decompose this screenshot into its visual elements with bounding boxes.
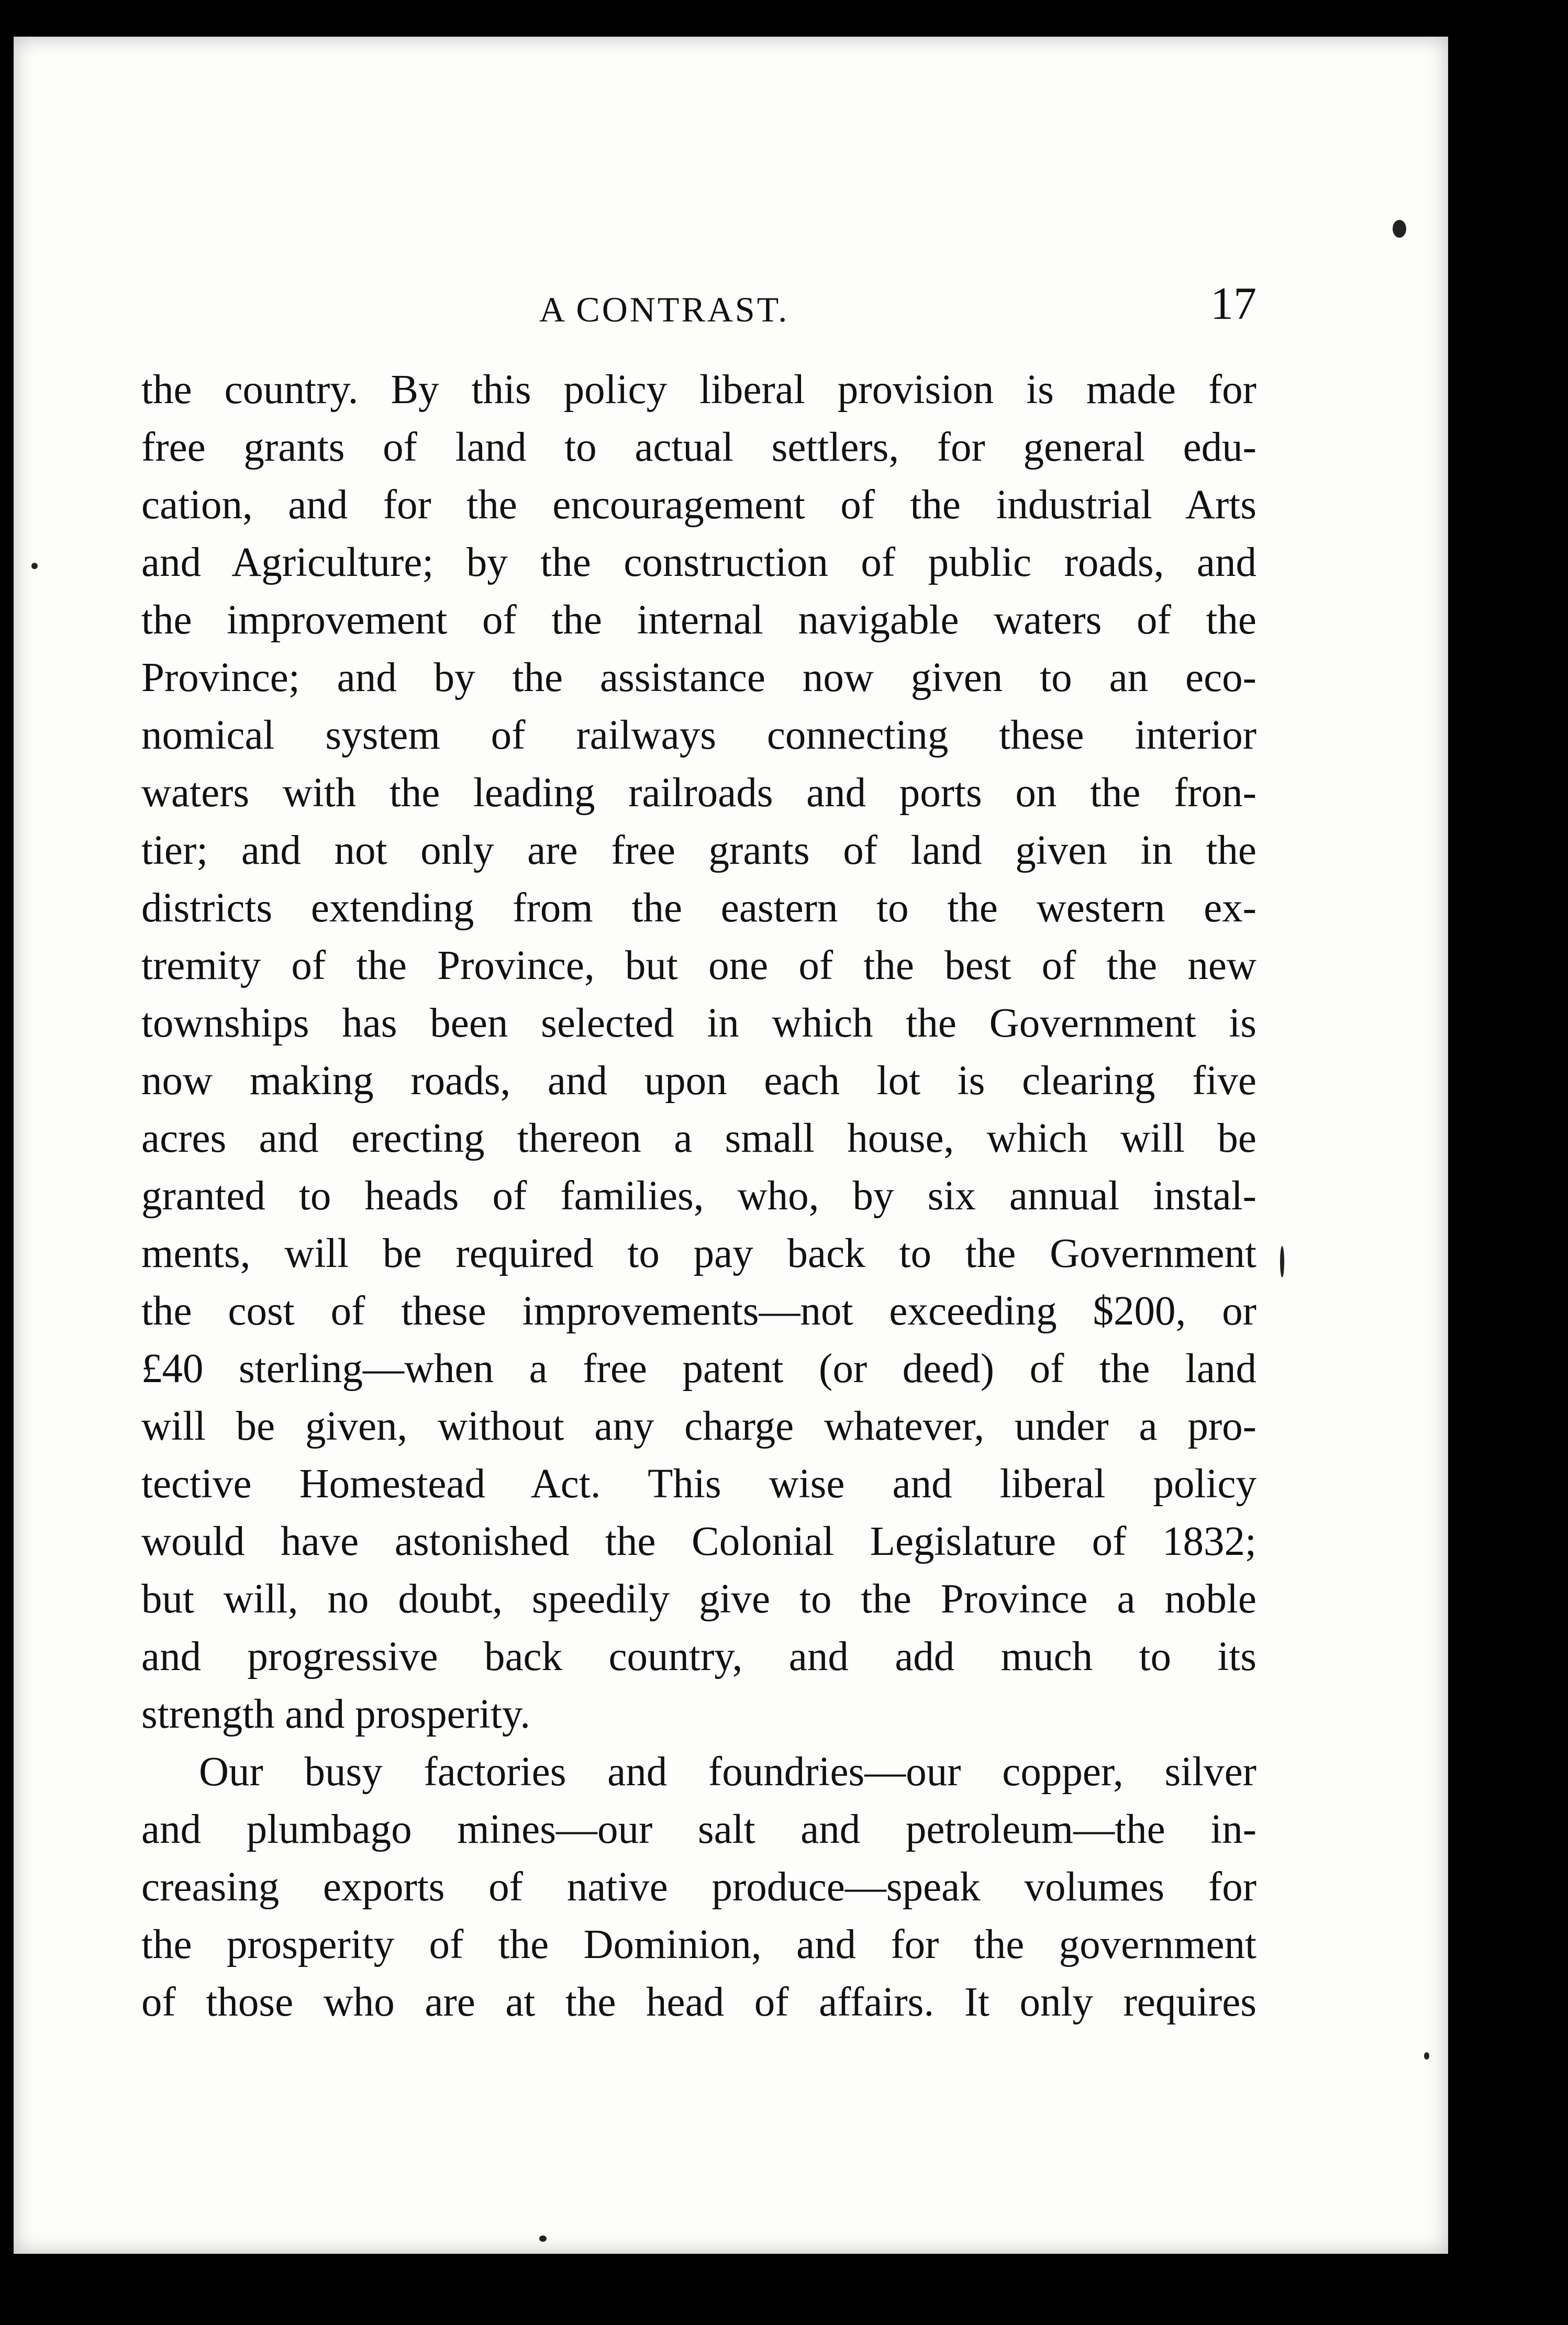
text-line: Province; and by the assistance now given to an eco- (141, 655, 1256, 700)
text-line: and plumbago mines—our salt and petroleum—the in- (141, 1807, 1256, 1852)
text-line: ments, will be required to pay back to the Government (141, 1231, 1256, 1276)
text-line: and Agriculture; by the construction of public roads, and (141, 540, 1256, 585)
text-line: granted to heads of families, who, by six annual instal- (141, 1173, 1256, 1219)
text-line: cation, and for the encouragement of the industrial Arts (141, 482, 1256, 528)
page-header (141, 277, 1256, 330)
text-line: now making roads, and upon each lot is clearing five (141, 1058, 1256, 1104)
text-line: the prosperity of the Dominion, and for the government (141, 1922, 1256, 1967)
text-line: would have astonished the Colonial Legislature of 1832; (141, 1519, 1256, 1564)
text-line: of those who are at the head of affairs. It only requires (141, 1979, 1256, 2025)
running-head: A CONTRAST. (539, 290, 789, 329)
text-line: tective Homestead Act. This wise and liberal policy (141, 1461, 1256, 1507)
text-line: Our busy factories and foundries—our copper, silver (199, 1749, 1256, 1795)
paragraph (141, 1743, 1256, 2031)
scan-speck (1424, 2052, 1429, 2060)
text-line: nomical system of railways connecting these interior (141, 713, 1256, 758)
scan-speck (1280, 1246, 1284, 1277)
text-line: creasing exports of native produce—speak volumes for (141, 1864, 1256, 1910)
body-text (141, 361, 1256, 2031)
text-line: tier; and not only are free grants of land given in the (141, 828, 1256, 873)
scan-speck (539, 2235, 547, 2242)
text-line: waters with the leading railroads and ports on the fron- (141, 770, 1256, 816)
text-line: strength and prosperity. (141, 1692, 531, 1737)
text-line: districts extending from the eastern to the western ex- (141, 885, 1256, 931)
text-line: free grants of land to actual settlers, for general edu- (141, 425, 1256, 470)
text-line: the country. By this policy liberal provision is made for (141, 367, 1256, 413)
text-line: the improvement of the internal navigable waters of the (141, 597, 1256, 643)
text-line: will be given, without any charge whatever, under a pro- (141, 1404, 1256, 1449)
scan-speck (1393, 220, 1406, 238)
text-line: acres and erecting thereon a small house, which will be (141, 1116, 1256, 1161)
text-line: and progressive back country, and add much to its (141, 1634, 1256, 1679)
text-line: but will, no doubt, speedily give to the Province a noble (141, 1576, 1256, 1622)
text-line: tremity of the Province, but one of the best of the new (141, 943, 1256, 988)
scan-border (1448, 37, 1568, 2254)
text-line: £40 sterling—when a free patent (or deed) of the land (141, 1346, 1256, 1392)
text-line: the cost of these improvements—not exceeding $200, or (141, 1288, 1256, 1334)
scan-speck (31, 563, 38, 569)
page-number: 17 (1210, 279, 1256, 329)
paragraph (141, 361, 1256, 1743)
text-line: townships has been selected in which the Government is (141, 1000, 1256, 1046)
